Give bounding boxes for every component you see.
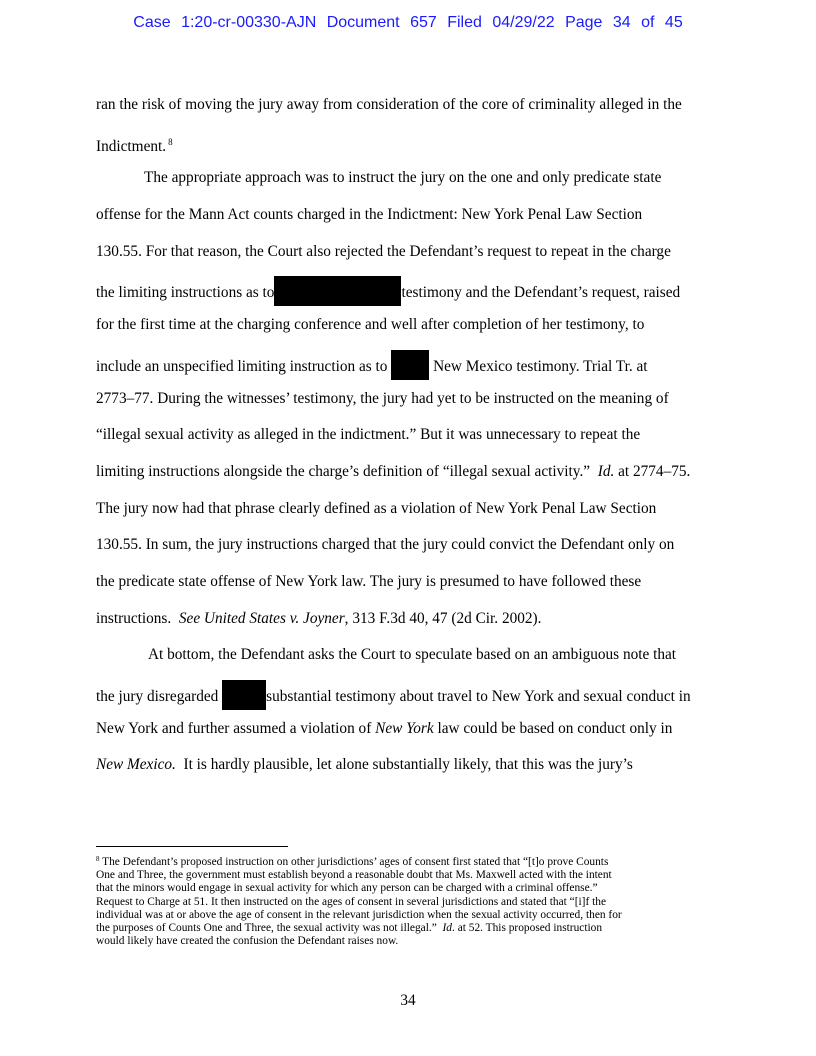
footnote-divider bbox=[96, 846, 288, 847]
footnote bbox=[96, 853, 724, 948]
body-line: “illegal sexual activity as alleged in the indictment.” But it was unnecessary to repeat the bbox=[96, 426, 641, 444]
body-line: the predicate state offense of New York law. The jury is presumed to have followed these bbox=[96, 572, 642, 590]
body-line: The appropriate approach was to instruct the jury on the one and only predicate state bbox=[144, 169, 662, 187]
footnote-reference[interactable]: 8 bbox=[168, 136, 173, 147]
footnote-line: the purposes of Counts One and Three, the sexual activity was not illegal.” Id. at 52. This proposed instruction bbox=[96, 922, 603, 935]
body-line: New Mexico. It is hardly plausible, let alone substantially likely, that this was the jury’s bbox=[96, 756, 633, 774]
body-line: New York and further assumed a violation of New York law could be based on conduct only in bbox=[96, 719, 673, 737]
body-text bbox=[96, 93, 721, 790]
footnote-line: that the minors would engage in sexual activity for which any person can be charged with a criminal offense.” bbox=[96, 882, 598, 895]
footnote-line: would likely have created the confusion the Defendant raises now. bbox=[96, 935, 399, 948]
redaction-block bbox=[274, 276, 401, 306]
footnote-line: Request to Charge at 51. It then instructed on the ages of consent in several jurisdictions and stated that “[i]f the bbox=[96, 895, 607, 908]
case-citation: See United States v. Joyner bbox=[178, 609, 345, 627]
body-line: limiting instructions alongside the charge’s definition of “illegal sexual activity.” Id. at 2774–75. bbox=[96, 462, 691, 480]
footnote-line: $^8$ The Defendant’s proposed instruction on other jurisdictions’ ages of consent first stated that “[t]o prove Counts bbox=[96, 855, 609, 868]
body-line: 2773–77. During the witnesses’ testimony, the jury had yet to be instructed on the meaning of bbox=[96, 389, 669, 407]
case-number: Case 1:20-cr-00330-AJN bbox=[133, 14, 317, 31]
footnote-marker: 8 bbox=[96, 855, 100, 863]
redaction-block bbox=[391, 350, 429, 380]
body-line: instructions. See United States v. Joyner, 313 F.3d 40, 47 (2d Cir. 2002). bbox=[96, 609, 542, 627]
body-line: At bottom, the Defendant asks the Court to speculate based on an ambiguous note that bbox=[148, 646, 677, 664]
body-line: the jury disregarded substantial testimony about travel to New York and sexual conduct in bbox=[96, 680, 721, 717]
body-line: Indictment. $^8$ bbox=[96, 136, 173, 155]
document-number: Document 657 bbox=[326, 14, 437, 31]
footnote-line: One and Three, the government must establish beyond a reasonable doubt that Ms. Maxwell acted with the intent bbox=[96, 869, 612, 882]
body-line: The jury now had that phrase clearly defined as a violation of New York Penal Law Section bbox=[96, 499, 657, 517]
id-citation: Id. bbox=[597, 462, 615, 480]
page-number: 34 bbox=[400, 992, 416, 1009]
body-line: include an unspecified limiting instruction as to New Mexico testimony. Trial Tr. at bbox=[96, 350, 721, 387]
body-line: for the first time at the charging conference and well after completion of her testimony, to bbox=[96, 316, 645, 334]
page-of-total: Page 34 of 45 bbox=[565, 14, 683, 31]
body-line: 130.55. In sum, the jury instructions charged that the jury could convict the Defendant only on bbox=[96, 536, 675, 554]
footnote-line: individual was at or above the age of consent in the relevant jurisdiction when the sexual activity occurred, then for bbox=[96, 908, 622, 921]
body-line: the limiting instructions as to testimony and the Defendant’s request, raised bbox=[96, 276, 721, 313]
body-line: 130.55. For that reason, the Court also rejected the Defendant’s request to repeat in the charge bbox=[96, 242, 671, 260]
case-header bbox=[0, 14, 816, 32]
body-line: ran the risk of moving the jury away from consideration of the core of criminality alleged in the bbox=[96, 96, 682, 113]
body-line: offense for the Mann Act counts charged in the Indictment: New York Penal Law Section bbox=[96, 206, 643, 224]
redaction-block bbox=[222, 680, 266, 710]
filed-date: Filed 04/29/22 bbox=[447, 14, 555, 31]
